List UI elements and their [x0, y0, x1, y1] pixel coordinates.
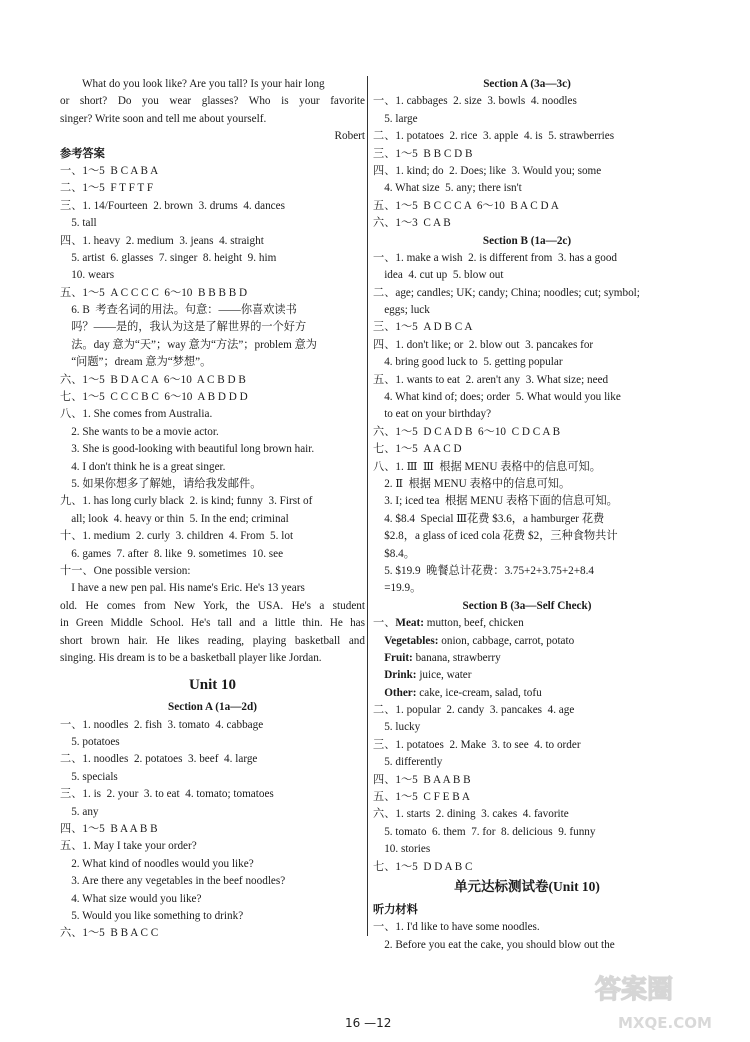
answer-line: 10. stories [373, 843, 431, 856]
answer-line: I have a new pen pal. His name's Eric. He's 13 years [60, 582, 305, 595]
section-heading: Section A (1a—2d) [168, 701, 257, 714]
answer-line: 5. large [373, 112, 418, 125]
answer-line: 三、1. 14/Fourteen 2. brown 3. drums 4. dances [60, 199, 285, 212]
answer-line: 5. differently [373, 756, 443, 769]
left-column [60, 76, 365, 943]
answer-line: 一、1～5 B C A B A [60, 164, 159, 177]
food-category-line [373, 650, 681, 667]
category-label: Meat: [395, 617, 424, 630]
category-label: Vegetables: [384, 634, 439, 647]
answer-line: 2. Before you eat the cake, you should blow out the [373, 938, 615, 951]
category-label: Other: [384, 686, 417, 699]
answer-line: 六、1～3 C A B [373, 217, 451, 230]
answer-line: 4. I don't think he is a great singer. [60, 460, 226, 473]
answer-line: 5. Would you like something to drink? [60, 909, 244, 922]
category-label: Drink: [384, 669, 417, 682]
answer-line: 二、age; candles; UK; candy; China; noodles; cut; symbol; [373, 286, 640, 299]
signature: Robert [334, 130, 365, 143]
section-heading: Section A (3a—3c) [483, 78, 571, 90]
answer-line: 4. What kind of; does; order 5. What would you like [373, 391, 621, 404]
column-divider [367, 76, 368, 936]
answer-line: 一、1. I'd like to have some noodles. [373, 921, 540, 934]
answer-line: all; look 4. heavy or thin 5. In the end; criminal [60, 512, 289, 525]
answer-line: 二、1. noodles 2. potatoes 3. beef 4. large [60, 753, 258, 766]
answer-line: 六、1. starts 2. dining 3. cakes 4. favorite [373, 808, 569, 821]
answer-line: 4. What size 5. any; there isn't [373, 182, 522, 195]
answer-line: 5. tall [60, 217, 97, 230]
answer-line: =19.9。 [373, 582, 422, 595]
answer-line: 10. wears [60, 269, 115, 282]
list-marker [373, 669, 384, 681]
answer-line: 四、1. don't like; or 2. blow out 3. pancakes for [373, 338, 594, 351]
answer-line: 5. potatoes [60, 736, 120, 749]
answer-line: in Green Middle School. He's tall and a little thin. He has [60, 617, 365, 630]
answer-line: 七、1～5 C C C B C 6～10 A B D D D [60, 391, 248, 404]
answer-line: 二、1. popular 2. candy 3. pancakes 4. age [373, 704, 575, 717]
answer-line: singer? Write soon and tell me about yourself. [60, 112, 267, 125]
answer-line: 四、1. heavy 2. medium 3. jeans 4. straight [60, 234, 264, 247]
answer-line: 十、1. medium 2. curly 3. children 4. From 5. lot [60, 530, 294, 543]
watermark-logo [590, 966, 740, 1036]
answer-line: 法。day 意为“天”；way 意为“方法”；problem 意为 [60, 338, 317, 351]
list-marker [373, 652, 384, 664]
category-items: banana, strawberry [412, 651, 501, 664]
answer-line: 四、1～5 B A A B B [60, 823, 158, 836]
listening-heading: 听力材料 [373, 903, 418, 916]
section-heading: Section B (1a—2c) [482, 234, 572, 247]
answer-line: 三、1. is 2. your 3. to eat 4. tomato; tomatoes [60, 788, 274, 801]
category-label: Fruit: [384, 651, 413, 664]
answer-line: 三、1. potatoes 2. Make 3. to see 4. to order [373, 738, 581, 751]
list-marker [373, 635, 384, 647]
answer-line: 5. artist 6. glasses 7. singer 8. height 9. him [60, 251, 277, 264]
answer-line: 六、1～5 B D A C A 6～10 A C B D B [60, 373, 246, 386]
answer-line: 5. specials [60, 770, 118, 783]
food-category-line [373, 685, 681, 702]
answer-line: 六、1～5 D C A D B 6～10 C D C A B [373, 425, 561, 438]
answer-line: 二、1～5 F T F T F [60, 182, 154, 195]
right-column [373, 76, 681, 954]
answer-line: 六、1～5 B B A C C [60, 927, 159, 940]
list-marker: 一、 [373, 617, 396, 630]
watermark-url: MXQE.COM [618, 1014, 712, 1032]
answer-line: 五、1. wants to eat 2. aren't any 3. What size; need [373, 373, 609, 386]
answer-line: 5. $19.9 晚餐总计花费：3.75+2+3.75+2+8.4 [373, 564, 595, 577]
category-items: juice, water [416, 669, 472, 682]
answer-line: 4. bring good luck to 5. getting popular [373, 356, 563, 369]
answer-line: 八、1. She comes from Australia. [60, 408, 213, 421]
answer-line: 四、1. kind; do 2. Does; like 3. Would you; some [373, 164, 602, 177]
watermark-text: 答案圈 [595, 975, 674, 1005]
answer-line: singing. His dream is to be a basketball player like Jordan. [60, 651, 322, 664]
answer-line: or short? Do you wear glasses? Who is your favorite [60, 95, 365, 108]
answer-line: eggs; luck [373, 304, 430, 317]
answer-line: 2. Ⅱ 根据 MENU 表格中的信息可知。 [373, 477, 571, 490]
answer-line: 6. games 7. after 8. like 9. sometimes 10. see [60, 547, 284, 560]
page-number: 16 —12 [345, 1016, 392, 1030]
answer-line: What do you look like? Are you tall? Is your hair long [82, 78, 325, 90]
answer-line: to eat on your birthday? [373, 408, 492, 421]
answer-line: 五、1～5 C F E B A [373, 791, 470, 804]
answer-line: 3. She is good-looking with beautiful long brown hair. [60, 443, 315, 456]
answer-line: 七、1～5 A A C D [373, 443, 462, 456]
answer-line: 3. I; iced tea 根据 MENU 表格下面的信息可知。 [373, 495, 618, 508]
answer-line: 十一、One possible version: [60, 564, 191, 577]
section-heading: Section B (3a—Self Check) [462, 599, 592, 612]
answer-line: short brown hair. He likes reading, playing basketball and [60, 634, 365, 647]
answer-line: 一、1. make a wish 2. is different from 3. has a good [373, 251, 618, 264]
answer-line: 6. B 考查名词的用法。句意：——你喜欢读书 [60, 304, 297, 317]
answer-line: 五、1～5 A C C C C 6～10 B B B B D [60, 286, 248, 299]
answer-line: 九、1. has long curly black 2. is kind; funny 3. First of [60, 495, 313, 508]
answer-line: 五、1. May I take your order? [60, 840, 197, 853]
food-category-line [373, 615, 681, 632]
answer-line: 4. What size would you like? [60, 892, 202, 905]
unit-heading: Unit 10 [188, 677, 237, 694]
answer-line: 2. She wants to be a movie actor. [60, 425, 219, 438]
answer-line: 吗？——是的，我认为这是了解世界的一个好方 [60, 321, 307, 334]
answer-line: 4. $8.4 Special Ⅲ花费 $3.6，a hamburger 花费 [373, 512, 605, 525]
answer-line: 5. lucky [373, 721, 421, 734]
answer-line: 3. Are there any vegetables in the beef noodles? [60, 875, 286, 888]
list-marker [373, 687, 384, 699]
category-items: mutton, beef, chicken [423, 617, 524, 630]
answer-line: 三、1～5 A D B C A [373, 321, 473, 334]
category-items: cake, ice-cream, salad, tofu [416, 686, 542, 699]
food-category-line [373, 633, 681, 650]
answer-line: 5. any [60, 805, 99, 818]
answer-line: 一、1. noodles 2. fish 3. tomato 4. cabbage [60, 718, 264, 731]
answer-line: $8.4。 [373, 547, 415, 560]
answer-line: 七、1～5 D D A B C [373, 860, 473, 873]
food-category-line [373, 667, 681, 684]
answer-line: 二、1. potatoes 2. rice 3. apple 4. is 5. strawberries [373, 130, 615, 143]
answer-line: 2. What kind of noodles would you like? [60, 857, 254, 870]
answer-line: 八、1. Ⅲ Ⅲ 根据 MENU 表格中的信息可知。 [373, 460, 601, 473]
answer-line: $2.8，a glass of iced cola 花费 $2，三种食物共计 [373, 530, 618, 543]
category-items: onion, cabbage, carrot, potato [438, 634, 575, 647]
answer-line: 三、1～5 B B C D B [373, 147, 473, 160]
answer-line: 5. 如果你想多了解她，请给我发邮件。 [60, 477, 262, 490]
answer-line: 四、1～5 B A A B B [373, 773, 471, 786]
answer-line: 五、1～5 B C C C A 6～10 B A C D A [373, 199, 559, 212]
answer-line: “问题”；dream 意为“梦想”。 [60, 356, 212, 369]
answer-line: 5. tomato 6. them 7. for 8. delicious 9. funny [373, 825, 596, 838]
test-heading: 单元达标测试卷(Unit 10) [454, 878, 600, 894]
answer-line: 一、1. cabbages 2. size 3. bowls 4. noodles [373, 95, 577, 108]
answer-line: idea 4. cut up 5. blow out [373, 269, 504, 282]
answer-line: old. He comes from New York, the USA. He's a student [60, 599, 365, 612]
answer-key-heading: 参考答案 [60, 147, 105, 160]
